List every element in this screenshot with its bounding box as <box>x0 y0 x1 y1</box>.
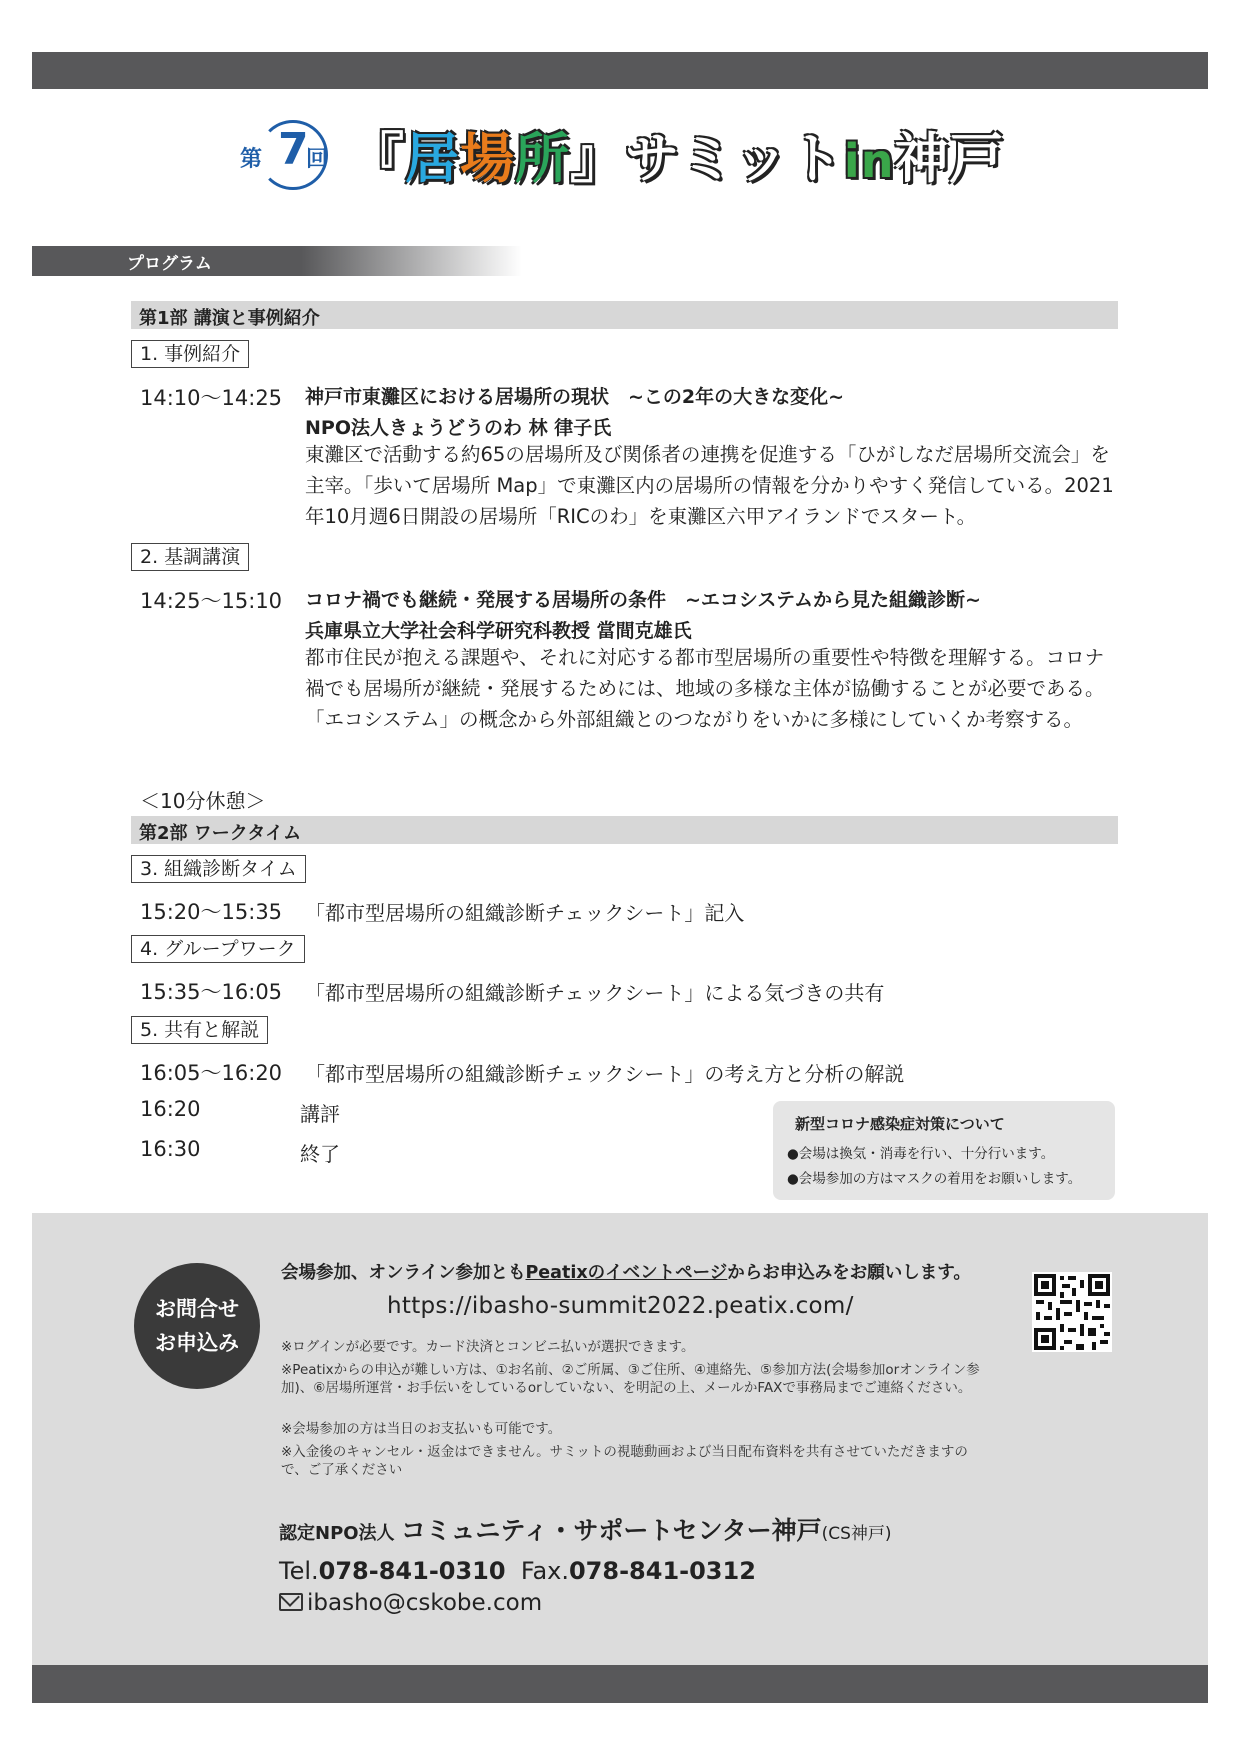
section-4-time: 15:35〜16:05 <box>140 980 283 1004</box>
edition-number: 7 <box>278 124 309 175</box>
section-5-text: 「都市型居場所の組織診断チェックシート」の考え方と分析の解説 <box>305 1062 905 1086</box>
section-1-description: 東灘区で活動する約65の居場所及び関係者の連携を促進する「ひがしなだ居場所交流会」を主宰。「歩いて居場所 Map」で東灘区内の居場所の情報を分かりやすく発信している。2021年10月週6日開設の居場所「RICのわ」を東灘区六甲アイランドでスタート。 <box>305 443 1114 528</box>
title-char-ba: 場 <box>460 127 515 190</box>
title-kobe: 神戸 <box>894 127 1005 190</box>
email-address[interactable]: ibasho@cskobe.com <box>307 1590 543 1616</box>
section-2-label: 2. 基調講演 <box>131 543 249 571</box>
title-bracket-open: 『 <box>350 127 405 190</box>
contact-badge-line-2: お申込み <box>155 1331 239 1355</box>
section-2-description: 都市住民が抱える課題や、それに対応する都市型居場所の重要性や特徴を理解する。コロナ禍でも居場所が継続・発展するためには、地域の多様な主体が協働することが必要である。「エコシステム」の概念から外部組織とのつながりをいかに多様にしていくか考察する。 <box>305 646 1105 731</box>
part1-label: 第1部 講演と事例紹介 <box>139 308 320 329</box>
title-bracket-close: 』 <box>570 127 625 190</box>
qr-code-icon <box>1032 1272 1112 1352</box>
mail-icon <box>279 1593 303 1611</box>
phone-fax <box>279 1557 756 1585</box>
tel-label: Tel. <box>279 1557 319 1585</box>
peatix-event-link[interactable]: Peatixのイベントページ <box>525 1263 728 1283</box>
section-5-time: 16:05〜16:20 <box>140 1061 283 1085</box>
part1-header <box>131 301 1118 329</box>
program-label: プログラム <box>127 254 212 274</box>
fax-number: 078-841-0312 <box>568 1557 756 1585</box>
org-short: (CS神戸) <box>821 1524 892 1544</box>
covid-line-2: ●会場参加の方はマスクの着用をお願いします。 <box>787 1171 1082 1187</box>
top-bar <box>32 52 1208 89</box>
event-title <box>350 124 1004 194</box>
program-header <box>32 246 522 276</box>
part2-label: 第2部 ワークタイム <box>139 823 302 844</box>
section-2-title: コロナ禍でも継続・発展する居場所の条件 ~エコシステムから見た組織診断~ <box>305 589 981 611</box>
section-1-time: 14:10〜14:25 <box>140 386 283 410</box>
section-2-time: 14:25〜15:10 <box>140 589 283 613</box>
section-4-label: 4. グループワーク <box>131 935 305 963</box>
edition-suffix: 回 <box>306 147 329 172</box>
lead-text-b: からお申込みをお願いします。 <box>727 1263 971 1283</box>
section-5-label: 5. 共有と解説 <box>131 1016 268 1044</box>
contact-badge-line-1: お問合せ <box>155 1297 239 1321</box>
section-3-text: 「都市型居場所の組織診断チェックシート」記入 <box>305 901 745 925</box>
note-alt-application: ※Peatixからの申込が難しい方は、①お名前、②ご所属、③ご住所、④連絡先、⑤参加方法(会場参加orオンライン参加)、⑥居場所運営・お手伝いをしているorしていない、を明記の上、メールかFAXで事務局までご連絡ください。 <box>281 1362 980 1396</box>
application-lead <box>281 1259 971 1284</box>
contact-badge <box>134 1263 260 1389</box>
break-label: ＜10分休憩＞ <box>140 789 266 813</box>
title-in: in <box>843 134 895 188</box>
title-char-i: 居 <box>405 127 460 190</box>
section-1-label: 1. 事例紹介 <box>131 340 249 368</box>
organizer <box>279 1511 892 1547</box>
lead-text-a: 会場参加、オンライン参加とも <box>281 1263 526 1283</box>
edition-badge <box>240 118 330 188</box>
section-3-time: 15:20〜15:35 <box>140 900 283 924</box>
tel-number[interactable]: 078-841-0310 <box>318 1557 506 1585</box>
section-3-label: 3. 組織診断タイム <box>131 855 306 883</box>
org-prefix: 認定NPO法人 <box>279 1523 395 1544</box>
section-2-speaker: 兵庫県立大学社会科学研究科教授 當間克雄氏 <box>305 620 692 642</box>
email-line <box>279 1590 542 1616</box>
title-char-sho: 所 <box>515 127 570 190</box>
edition-prefix: 第 <box>240 147 263 172</box>
registration-url[interactable]: https://ibasho-summit2022.peatix.com/ <box>387 1293 854 1319</box>
review-time: 16:20 <box>140 1097 201 1121</box>
title-summit: サミット <box>625 127 844 190</box>
covid-notice <box>773 1101 1115 1200</box>
note-login: ※ログインが必要です。カード決済とコンビニ払いが選択できます。 <box>281 1339 695 1355</box>
org-name: コミュニティ・サポートセンター神戸 <box>400 1516 822 1545</box>
section-1-title: 神戸市東灘区における居場所の現状 ~この2年の大きな変化~ <box>305 386 845 408</box>
covid-heading: 新型コロナ感染症対策について <box>795 1115 1005 1133</box>
section-1-speaker: NPO法人きょうどうのわ 林 律子氏 <box>305 417 612 439</box>
note-payment: ※会場参加の方は当日のお支払いも可能です。 <box>281 1421 562 1437</box>
review-text: 講評 <box>300 1102 340 1126</box>
end-time: 16:30 <box>140 1137 201 1161</box>
part2-header <box>131 816 1118 844</box>
end-text: 終了 <box>300 1142 340 1166</box>
covid-line-1: ●会場は換気・消毒を行い、十分行います。 <box>787 1146 1055 1162</box>
bottom-bar <box>32 1665 1208 1703</box>
qr-code[interactable] <box>1032 1272 1112 1352</box>
fax-label: Fax. <box>520 1557 569 1585</box>
section-4-text: 「都市型居場所の組織診断チェックシート」による気づきの共有 <box>305 981 885 1005</box>
note-cancellation: ※入金後のキャンセル・返金はできません。サミットの視聴動画および当日配布資料を共有させていただきますので、ご了承ください <box>281 1444 968 1478</box>
